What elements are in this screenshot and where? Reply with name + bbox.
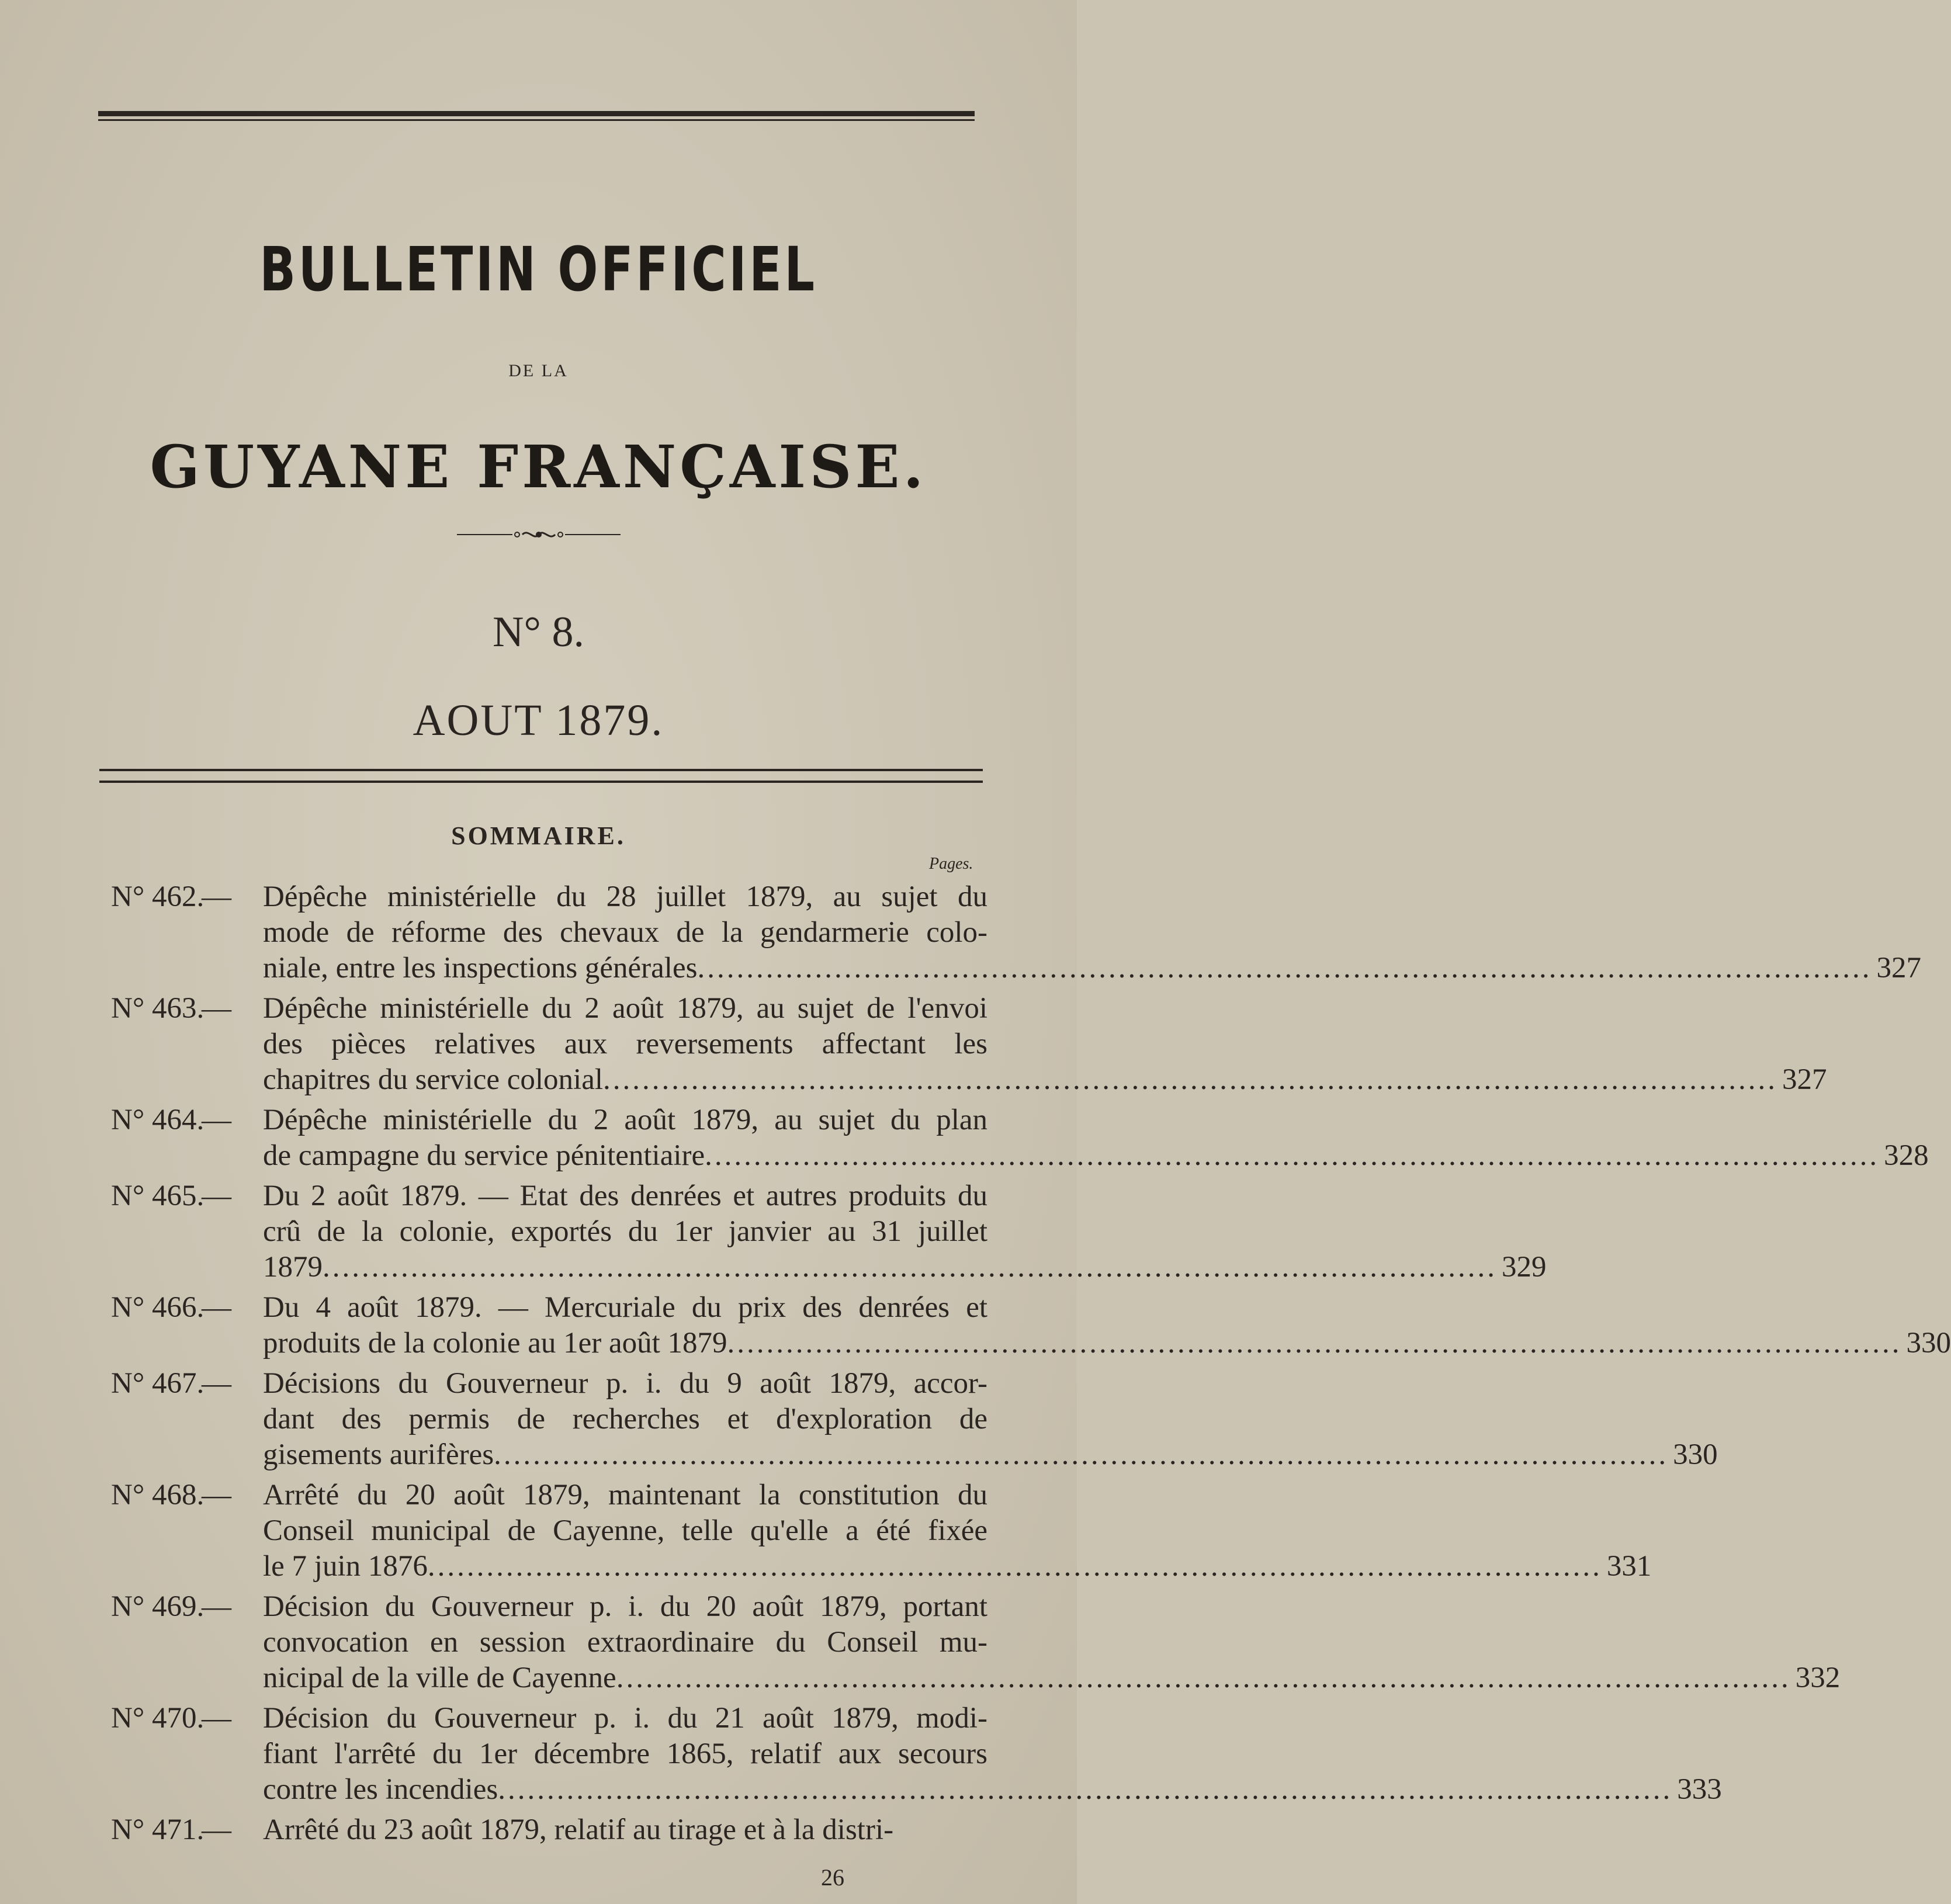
entry-line: Décision du Gouverneur p. i. du 20 août 1879, portant — [263, 1590, 987, 1623]
entry-line: crû de la colonie, exportés du 1er janvier au 31 juillet — [263, 1215, 987, 1248]
entry-dash: — — [202, 1104, 231, 1136]
entry-page: 333 — [1677, 1773, 1722, 1806]
entry-dash: — — [202, 1180, 231, 1212]
entry-dash: — — [202, 992, 231, 1025]
top-rule-thick — [98, 111, 975, 116]
entry-number: N° 467. — [111, 1367, 205, 1400]
entry-line — [263, 1549, 1652, 1584]
entry-text — [263, 1812, 987, 1848]
leader-dots: ........................................................................................................................ — [705, 1139, 1880, 1172]
entry-line — [263, 951, 1921, 986]
page-folio: 26 — [821, 1864, 844, 1891]
entry-dash: — — [202, 1479, 231, 1511]
entry-dash: — — [202, 1813, 231, 1846]
ornament-divider — [0, 526, 1077, 543]
entry-line: Du 4 août 1879. — Mercuriale du prix des denrées et — [263, 1291, 987, 1324]
entry-line: Arrêté du 23 août 1879, relatif au tirage et à la distri- — [263, 1813, 894, 1846]
entry-dash: — — [202, 880, 231, 913]
leader-dots: ........................................................................................................................ — [697, 952, 1872, 984]
entry-line-text: produits de la colonie au 1er août 1879 — [263, 1327, 727, 1359]
entry-line-text: de campagne du service pénitentiaire — [263, 1139, 705, 1172]
entry-line-text: contre les incendies — [263, 1773, 498, 1806]
entry-number: N° 466. — [111, 1291, 205, 1324]
entry-line-text: nicipal de la ville de Cayenne — [263, 1662, 616, 1694]
entry-page: 330 — [1906, 1327, 1951, 1359]
entry-page: 327 — [1782, 1063, 1827, 1096]
de-la-text: DE LA — [508, 361, 569, 380]
entry-line: Dépêche ministérielle du 2 août 1879, au sujet de l'envoi — [263, 992, 987, 1025]
entry-line: Conseil municipal de Cayenne, telle qu'elle a été fixée — [263, 1514, 987, 1547]
entry-line-text: 1879 — [263, 1251, 323, 1284]
entry-line — [263, 1326, 1951, 1361]
entry-line: des pièces relatives aux reversements affectant les — [263, 1028, 987, 1060]
entry-text — [263, 1290, 1951, 1361]
entry-line-text: niale, entre les inspections générales — [263, 952, 698, 984]
entry-number: N° 470. — [111, 1702, 205, 1735]
entry-text — [263, 879, 1921, 986]
entry-number: N° 468. — [111, 1479, 205, 1511]
entry-text — [263, 1366, 1718, 1473]
entry-line — [263, 1250, 1547, 1285]
entry-line-text: gisements aurifères — [263, 1438, 494, 1471]
colony-name: GUYANE FRANÇAISE. — [150, 432, 927, 501]
entry-line — [263, 1660, 1841, 1696]
issue-date: AOUT 1879. — [413, 696, 664, 745]
entry-number: N° 462. — [111, 880, 205, 913]
entry-line: Décisions du Gouverneur p. i. du 9 août 1879, accor- — [263, 1367, 987, 1400]
entry-dash: — — [202, 1702, 231, 1735]
ornament-icon — [457, 526, 621, 543]
top-rule-thin — [98, 119, 975, 121]
entry-line — [263, 1138, 1929, 1174]
entry-line: Arrêté du 20 août 1879, maintenant la constitution du — [263, 1479, 987, 1511]
leader-dots: ........................................................................................................................ — [323, 1251, 1497, 1284]
entry-line — [263, 1772, 1722, 1808]
issue-number: N° 8. — [492, 608, 585, 656]
entry-text — [263, 1102, 1929, 1174]
entry-number: N° 464. — [111, 1104, 205, 1136]
entry-line: Dépêche ministérielle du 2 août 1879, au sujet du plan — [263, 1104, 987, 1136]
entry-line — [263, 1437, 1718, 1473]
entry-text — [263, 991, 1827, 1098]
entry-page: 327 — [1876, 952, 1921, 984]
entry-page: 332 — [1795, 1662, 1841, 1694]
entry-number: N° 471. — [111, 1813, 205, 1846]
entry-number: N° 463. — [111, 992, 205, 1025]
entry-text — [263, 1178, 1547, 1285]
entry-line: mode de réforme des chevaux de la gendarmerie colo- — [263, 916, 987, 949]
entry-dash: — — [202, 1367, 231, 1400]
entry-text — [263, 1589, 1841, 1696]
entry-line-text: chapitres du service colonial — [263, 1063, 604, 1096]
mid-rule-1 — [99, 769, 983, 771]
entry-page: 329 — [1502, 1251, 1547, 1284]
leader-dots: ........................................................................................................................ — [727, 1327, 1902, 1359]
entry-page: 328 — [1884, 1139, 1929, 1172]
mid-rule-2 — [99, 781, 983, 783]
entry-line: dant des permis de recherches et d'exploration de — [263, 1403, 987, 1435]
leader-dots: ........................................................................................................................ — [603, 1063, 1778, 1096]
entry-line: fiant l'arrêté du 1er décembre 1865, relatif aux secours — [263, 1737, 987, 1770]
entry-line: Décision du Gouverneur p. i. du 21 août 1879, modi- — [263, 1702, 987, 1735]
entry-line-text: le 7 juin 1876 — [263, 1550, 428, 1583]
bulletin-title: BULLETIN OFFICIEL — [259, 234, 817, 305]
entry-dash: — — [202, 1291, 231, 1324]
entry-number: N° 469. — [111, 1590, 205, 1623]
entry-text — [263, 1478, 1652, 1584]
leader-dots: ........................................................................................................................ — [494, 1438, 1669, 1471]
entry-page: 330 — [1673, 1438, 1718, 1471]
entry-line: Du 2 août 1879. — Etat des denrées et autres produits du — [263, 1180, 987, 1212]
entry-text — [263, 1701, 1722, 1808]
entry-line — [263, 1062, 1827, 1098]
entry-number: N° 465. — [111, 1180, 205, 1212]
leader-dots: ........................................................................................................................ — [427, 1550, 1602, 1583]
entry-line: Dépêche ministérielle du 28 juillet 1879, au sujet du — [263, 880, 987, 913]
pages-column-label: Pages. — [929, 855, 973, 873]
sommaire-heading: SOMMAIRE. — [451, 821, 626, 850]
leader-dots: ........................................................................................................................ — [616, 1662, 1791, 1694]
entry-line: convocation en session extraordinaire du Conseil mu- — [263, 1626, 987, 1659]
entry-page: 331 — [1606, 1550, 1652, 1583]
entry-dash: — — [202, 1590, 231, 1623]
leader-dots: ........................................................................................................................ — [498, 1773, 1673, 1806]
